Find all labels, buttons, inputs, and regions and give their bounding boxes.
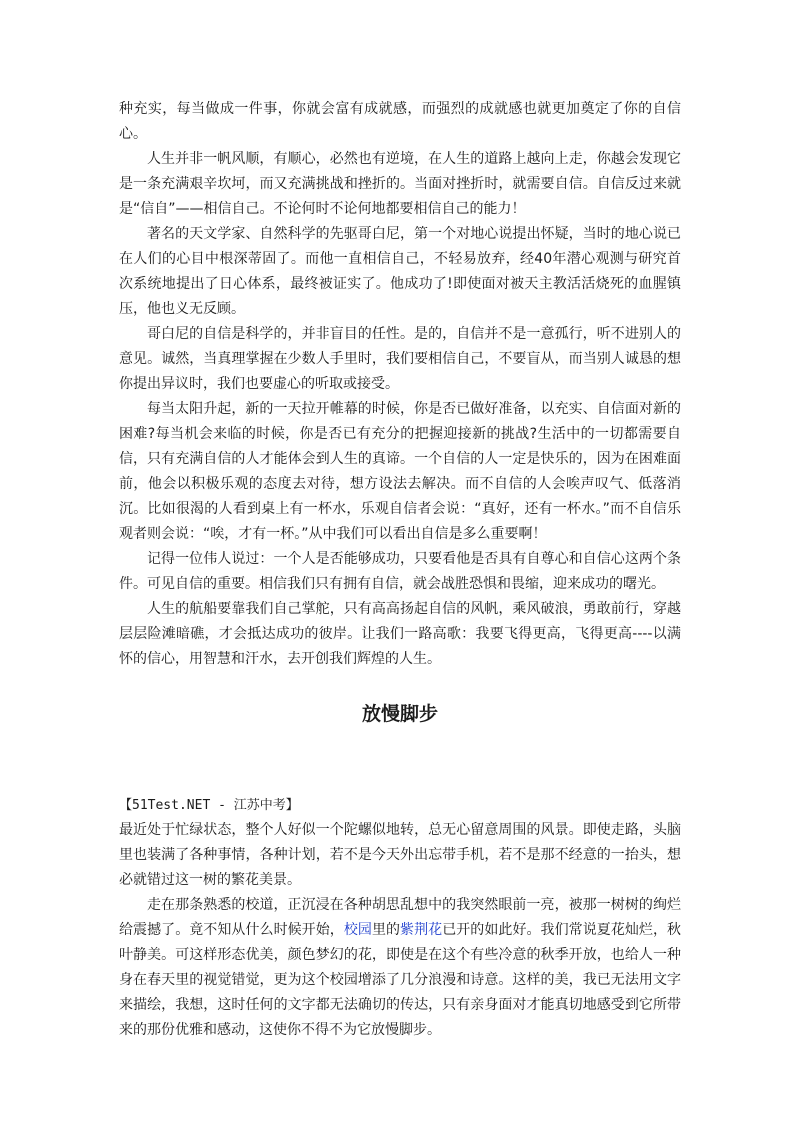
- paragraph-4: 哥白尼的自信是科学的，并非盲目的任性。是的，自信并不是一意孤行，听不进别人的意见。诚然，当真理掌握在少数人手里时，我们要相信自己，不要盲从，而当别人诚恳的想你提出异议时，我们也要虚心的听取或接受。: [119, 326, 681, 392]
- document-page: [119, 97, 681, 1043]
- paragraph-1: 种充实，每当做成一件事，你就会富有成就感，而强烈的成就感也就更加奠定了你的自信心。: [119, 101, 681, 142]
- paragraph-5: 每当太阳升起，新的一天拉开帷幕的时候，你是否已做好准备，以充实、自信面对新的困难?每当机会来临的时候，你是否已有充分的把握迎接新的挑战?生活中的一切都需要自信，只有充满自信的人才能体会到人生的真谛。一个自信的人一定是快乐的，因为在困难面前，他会以积极乐观的态度去对待，想方设法去解决。而不自信的人会唉声叹气、低落消沉。比如很渴的人看到桌上有一杯水，乐观自信者会说：“真好，还有一杯水。”而不自信乐观者则会说：“唉，才有一杯。”从中我们可以看出自信是多么重要啊！: [119, 401, 681, 542]
- source-label: 【51Test.NET - 江苏中考】: [119, 798, 299, 813]
- article2-paragraph-1: 最近处于忙绿状态，整个人好似一个陀螺似地转，总无心留意周围的风景。即使走路，头脑里也装满了各种事情，各种计划，若不是今天外出忘带手机，若不是那不经意的一抬头，想必就错过这一树的繁花美景。: [119, 822, 681, 888]
- paragraph-text-start: 走在那条熟悉的校道，正沉浸在各种胡思乱想中的我突然眼前一亮，被那一树树的绚烂给震撼了。竟不知从什么时候开始，: [119, 897, 681, 938]
- paragraph-text-mid: 里的: [371, 922, 401, 938]
- paragraph-6: 记得一位伟人说过：一个人是否能够成功，只要看他是否具有自尊心和自信心这两个条件。可见自信的重要。相信我们只有拥有自信，就会战胜恐惧和畏缩，迎来成功的曙光。: [119, 551, 681, 592]
- article2-paragraph-2: [119, 893, 681, 1043]
- paragraph-7: 人生的航船要靠我们自己掌舵，只有高高扬起自信的风帆，乘风破浪，勇敢前行，穿越层层险滩暗礁，才会抵达成功的彼岸。让我们一路高歌：我要飞得更高，飞得更高----以满怀的信心，用智慧和汗水，去开创我们辉煌的人生。: [119, 601, 681, 667]
- paragraph-text-end: 已开的如此好。我们常说夏花灿烂，秋叶静美。可这样形态优美，颜色梦幻的花，即使是在这个有些冷意的秋季开放，也给人一种身在春天里的视觉错觉，更为这个校园增添了几分浪漫和诗意。这样的美，我已无法用文字来描绘，我想，这时任何的文字都无法确切的传达，只有亲身面对才能真切地感受到它所带来的那份优雅和感动，这使你不得不为它放慢脚步。: [119, 922, 682, 1038]
- spacer: [119, 729, 681, 793]
- paragraph-2: 人生并非一帆风顺，有顺心，必然也有逆境，在人生的道路上越向上走，你越会发现它是一条充满艰辛坎坷，而又充满挑战和挫折的。当面对挫折时，就需要自信。自信反过来就是“信自”——相信自己。不论何时不论何地都要相信自己的能力！: [119, 151, 681, 217]
- bauhinia-link[interactable]: 紫荆花: [400, 922, 443, 938]
- paragraph-3: 著名的天文学家、自然科学的先驱哥白尼，第一个对地心说提出怀疑，当时的地心说已在人们的心目中根深蒂固了。而他一直相信自己，不轻易放弃，经40年潜心观测与研究首次系统地提出了日心体系，最终被证实了。他成功了!即使面对被天主教活活烧死的血腥镇压，他也义无反顾。: [119, 226, 681, 317]
- campus-link[interactable]: 校园: [343, 922, 372, 938]
- article-title: 放慢脚步: [361, 703, 438, 725]
